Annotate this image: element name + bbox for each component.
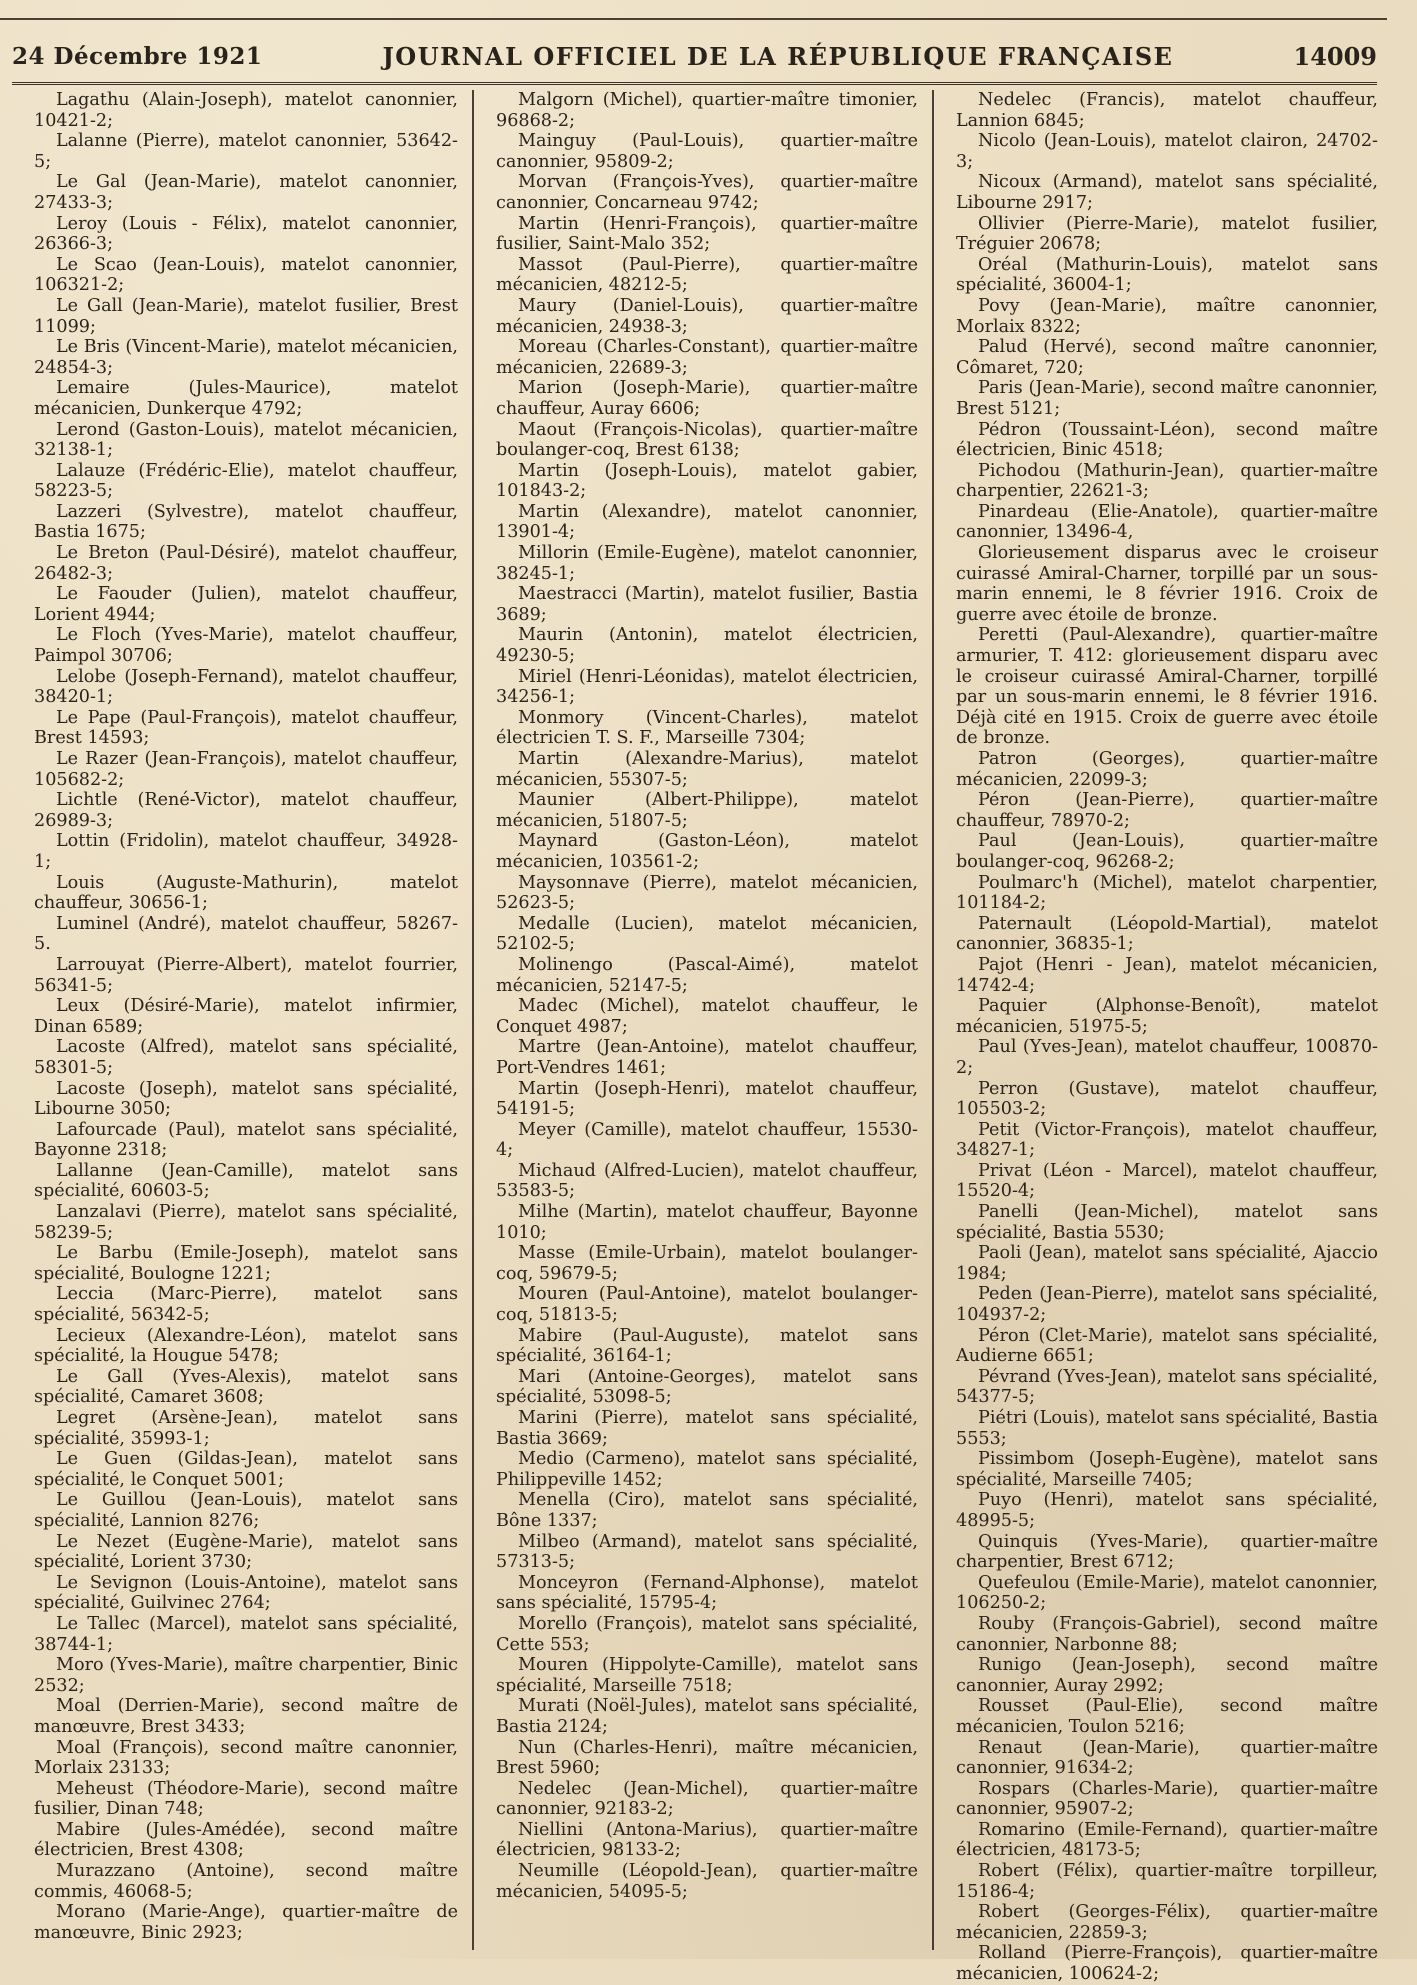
- roll-entry: Rouby (François-Gabriel), second maître canonnier, Narbonne 88;: [956, 1613, 1378, 1655]
- roll-entry: Morano (Marie-Ange), quartier-maître de manœuvre, Binic 2923;: [34, 1902, 458, 1943]
- roll-entry: Milbeo (Armand), matelot sans spécialité, 57313-5;: [496, 1531, 918, 1573]
- roll-entry: Peden (Jean-Pierre), matelot sans spécialité, 104937-2;: [956, 1284, 1378, 1326]
- roll-entry: Peretti (Paul-Alexandre), quartier-maître armurier, T. 412: glorieusement disparu avec le croiseur cuirassé Amiral-Charner, torpillé par un sous-marin ennemi, le 8 février 1916. Déjà cité en 1915. Croix de guerre avec étoile de bronze.: [956, 625, 1378, 749]
- roll-entry: Le Gal (Jean-Marie), matelot canonnier, 27433-3;: [34, 172, 458, 213]
- roll-entry: Pinardeau (Elie-Anatole), quartier-maître canonnier, 13496-4,: [956, 501, 1378, 543]
- roll-entry: Lallanne (Jean-Camille), matelot sans spécialité, 60603-5;: [34, 1160, 458, 1202]
- roll-entry: Le Scao (Jean-Louis), matelot canonnier, 106321-2;: [34, 254, 458, 296]
- roll-entry: Massot (Paul-Pierre), quartier-maître mécanicien, 48212-5;: [496, 254, 918, 296]
- roll-entry: Maury (Daniel-Louis), quartier-maître mécanicien, 24938-3;: [496, 295, 918, 337]
- roll-entry: Martin (Alexandre), matelot canonnier, 13901-4;: [496, 501, 918, 543]
- roll-entry: Martin (Henri-François), quartier-maître fusilier, Saint-Malo 352;: [496, 213, 918, 255]
- roll-entry: Rospars (Charles-Marie), quartier-maître canonnier, 95907-2;: [956, 1778, 1378, 1820]
- roll-entry: Milhe (Martin), matelot chauffeur, Bayonne 1010;: [496, 1202, 918, 1243]
- roll-entry: Paternault (Léopold-Martial), matelot canonnier, 36835-1;: [956, 913, 1378, 955]
- roll-entry: Patron (Georges), quartier-maître mécanicien, 22099-3;: [956, 749, 1378, 790]
- roll-entry: Nedelec (Jean-Michel), quartier-maître canonnier, 92183-2;: [496, 1778, 918, 1820]
- roll-entry: Nedelec (Francis), matelot chauffeur, Lannion 6845;: [956, 90, 1378, 131]
- roll-entry: Louis (Auguste-Mathurin), matelot chauffeur, 30656-1;: [34, 872, 458, 914]
- roll-entry: Petit (Victor-François), matelot chauffeur, 34827-1;: [956, 1119, 1378, 1161]
- roll-entry: Rolland (Pierre-François), quartier-maître mécanicien, 100624-2;: [956, 1943, 1378, 1985]
- roll-entry: Lafourcade (Paul), matelot sans spécialité, Bayonne 2318;: [34, 1119, 458, 1161]
- roll-entry: Le Barbu (Emile-Joseph), matelot sans spécialité, Boulogne 1221;: [34, 1243, 458, 1284]
- text-columns: [12, 90, 1392, 1985]
- roll-entry: Murati (Noël-Jules), matelot sans spécialité, Bastia 2124;: [496, 1696, 918, 1737]
- journal-title: JOURNAL OFFICIEL DE LA RÉPUBLIQUE FRANÇAISE: [382, 41, 1174, 71]
- roll-entry: Leroy (Louis - Félix), matelot canonnier, 26366-3;: [34, 213, 458, 255]
- roll-entry: Péron (Jean-Pierre), quartier-maître chauffeur, 78970-2;: [956, 790, 1378, 831]
- roll-entry: Paris (Jean-Marie), second maître canonnier, Brest 5121;: [956, 378, 1378, 419]
- roll-entry: Lalauze (Frédéric-Elie), matelot chauffeur, 58223-5;: [34, 460, 458, 502]
- roll-entry: Meyer (Camille), matelot chauffeur, 15530-4;: [496, 1119, 918, 1161]
- roll-entry: Niellini (Antona-Marius), quartier-maître électricien, 98133-2;: [496, 1819, 918, 1861]
- roll-entry: Medio (Carmeno), matelot sans spécialité, Philippeville 1452;: [496, 1449, 918, 1490]
- roll-entry: Pajot (Henri - Jean), matelot mécanicien, 14742-4;: [956, 954, 1378, 996]
- roll-entry: Le Faouder (Julien), matelot chauffeur, Lorient 4944;: [34, 584, 458, 625]
- roll-entry: Mari (Antoine-Georges), matelot sans spécialité, 53098-5;: [496, 1366, 918, 1408]
- roll-entry: Le Guen (Gildas-Jean), matelot sans spécialité, le Conquet 5001;: [34, 1449, 458, 1490]
- roll-entry: Medalle (Lucien), matelot mécanicien, 52102-5;: [496, 913, 918, 955]
- column-left: [12, 90, 472, 1950]
- roll-entry: Monceyron (Fernand-Alphonse), matelot sans spécialité, 15795-4;: [496, 1572, 918, 1614]
- roll-entry: Paul (Jean-Louis), quartier-maître boulanger-coq, 96268-2;: [956, 831, 1378, 872]
- roll-entry: Poulmarc'h (Michel), matelot charpentier, 101184-2;: [956, 872, 1378, 914]
- roll-entry: Maout (François-Nicolas), quartier-maître boulanger-coq, Brest 6138;: [496, 419, 918, 461]
- roll-entry: Le Breton (Paul-Désiré), matelot chauffeur, 26482-3;: [34, 543, 458, 584]
- roll-entry: Monmory (Vincent-Charles), matelot électricien T. S. F., Marseille 7304;: [496, 707, 918, 749]
- roll-entry: Oréal (Mathurin-Louis), matelot sans spécialité, 36004-1;: [956, 254, 1378, 296]
- roll-entry: Runigo (Jean-Joseph), second maître canonnier, Auray 2992;: [956, 1655, 1378, 1696]
- roll-entry: Mouren (Paul-Antoine), matelot boulanger-coq, 51813-5;: [496, 1284, 918, 1326]
- roll-entry: Maestracci (Martin), matelot fusilier, Bastia 3689;: [496, 584, 918, 625]
- roll-entry: Quefeulou (Emile-Marie), matelot canonnier, 106250-2;: [956, 1572, 1378, 1614]
- roll-entry: Robert (Félix), quartier-maître torpilleur, 15186-4;: [956, 1861, 1378, 1902]
- roll-entry: Le Tallec (Marcel), matelot sans spécialité, 38744-1;: [34, 1613, 458, 1655]
- roll-entry: Quinquis (Yves-Marie), quartier-maître charpentier, Brest 6712;: [956, 1531, 1378, 1573]
- roll-entry: Lemaire (Jules-Maurice), matelot mécanicien, Dunkerque 4792;: [34, 378, 458, 419]
- roll-entry: Mabire (Paul-Auguste), matelot sans spécialité, 36164-1;: [496, 1325, 918, 1367]
- column-right: [932, 90, 1392, 1985]
- roll-entry: Moal (Derrien-Marie), second maître de manœuvre, Brest 3433;: [34, 1696, 458, 1737]
- column-middle: [472, 90, 932, 1950]
- roll-entry: Lerond (Gaston-Louis), matelot mécanicien, 32138-1;: [34, 419, 458, 461]
- roll-entry: Mouren (Hippolyte-Camille), matelot sans spécialité, Marseille 7518;: [496, 1655, 918, 1696]
- roll-entry: Robert (Georges-Félix), quartier-maître mécanicien, 22859-3;: [956, 1902, 1378, 1943]
- roll-entry: Moro (Yves-Marie), maître charpentier, Binic 2532;: [34, 1655, 458, 1696]
- roll-entry: Legret (Arsène-Jean), matelot sans spécialité, 35993-1;: [34, 1408, 458, 1449]
- roll-entry: Leux (Désiré-Marie), matelot infirmier, Dinan 6589;: [34, 996, 458, 1037]
- roll-entry: Martre (Jean-Antoine), matelot chauffeur, Port-Vendres 1461;: [496, 1037, 918, 1078]
- roll-entry: Pichodou (Mathurin-Jean), quartier-maître charpentier, 22621-3;: [956, 460, 1378, 502]
- roll-entry: Morello (François), matelot sans spécialité, Cette 553;: [496, 1613, 918, 1655]
- roll-entry: Péron (Clet-Marie), matelot sans spécialité, Audierne 6651;: [956, 1325, 1378, 1367]
- roll-entry: Maurin (Antonin), matelot électricien, 49230-5;: [496, 625, 918, 667]
- roll-entry: Le Nezet (Eugène-Marie), matelot sans spécialité, Lorient 3730;: [34, 1531, 458, 1573]
- roll-entry: Murazzano (Antoine), second maître commis, 46068-5;: [34, 1861, 458, 1902]
- roll-entry: Puyo (Henri), matelot sans spécialité, 48995-5;: [956, 1490, 1378, 1531]
- roll-entry: Lacoste (Joseph), matelot sans spécialité, Libourne 3050;: [34, 1078, 458, 1120]
- roll-entry: Lottin (Fridolin), matelot chauffeur, 34928-1;: [34, 831, 458, 872]
- roll-entry: Pévrand (Yves-Jean), matelot sans spécialité, 54377-5;: [956, 1366, 1378, 1408]
- roll-entry: Larrouyat (Pierre-Albert), matelot fourrier, 56341-5;: [34, 954, 458, 996]
- roll-entry: Maysonnave (Pierre), matelot mécanicien, 52623-5;: [496, 872, 918, 914]
- roll-entry: Paul (Yves-Jean), matelot chauffeur, 100870-2;: [956, 1037, 1378, 1078]
- roll-entry: Ollivier (Pierre-Marie), matelot fusilier, Tréguier 20678;: [956, 213, 1378, 255]
- roll-entry: Marini (Pierre), matelot sans spécialité, Bastia 3669;: [496, 1408, 918, 1449]
- roll-entry: Molinengo (Pascal-Aimé), matelot mécanicien, 52147-5;: [496, 954, 918, 996]
- roll-entry: Lanzalavi (Pierre), matelot sans spécialité, 58239-5;: [34, 1202, 458, 1243]
- roll-entry: Le Gall (Jean-Marie), matelot fusilier, Brest 11099;: [34, 295, 458, 337]
- roll-entry: Michaud (Alfred-Lucien), matelot chauffeur, 53583-5;: [496, 1160, 918, 1202]
- roll-entry: Lecieux (Alexandre-Léon), matelot sans spécialité, la Hougue 5478;: [34, 1325, 458, 1367]
- roll-entry: Rousset (Paul-Elie), second maître mécanicien, Toulon 5216;: [956, 1696, 1378, 1737]
- roll-entry: Palud (Hervé), second maître canonnier, Cômaret, 720;: [956, 337, 1378, 378]
- roll-entry: Martin (Alexandre-Marius), matelot mécanicien, 55307-5;: [496, 749, 918, 790]
- roll-entry: Nicoux (Armand), matelot sans spécialité, Libourne 2917;: [956, 172, 1378, 213]
- roll-entry: Miriel (Henri-Léonidas), matelot électricien, 34256-1;: [496, 666, 918, 708]
- roll-entry: Moreau (Charles-Constant), quartier-maître mécanicien, 22689-3;: [496, 337, 918, 378]
- roll-entry: Privat (Léon - Marcel), matelot chauffeur, 15520-4;: [956, 1160, 1378, 1202]
- roll-entry: Neumille (Léopold-Jean), quartier-maître mécanicien, 54095-5;: [496, 1861, 918, 1902]
- roll-entry: Piétri (Louis), matelot sans spécialité, Bastia 5553;: [956, 1408, 1378, 1449]
- roll-entry: Panelli (Jean-Michel), matelot sans spécialité, Bastia 5530;: [956, 1202, 1378, 1243]
- roll-entry: Lalanne (Pierre), matelot canonnier, 53642-5;: [34, 131, 458, 172]
- roll-entry: Maunier (Albert-Philippe), matelot mécanicien, 51807-5;: [496, 790, 918, 831]
- roll-entry: Martin (Joseph-Louis), matelot gabier, 101843-2;: [496, 460, 918, 502]
- roll-entry: Paoli (Jean), matelot sans spécialité, Ajaccio 1984;: [956, 1243, 1378, 1284]
- roll-entry: Martin (Joseph-Henri), matelot chauffeur, 54191-5;: [496, 1078, 918, 1120]
- roll-entry: Paquier (Alphonse-Benoît), matelot mécanicien, 51975-5;: [956, 996, 1378, 1037]
- roll-entry: Povy (Jean-Marie), maître canonnier, Morlaix 8322;: [956, 295, 1378, 337]
- roll-entry: Romarino (Emile-Fernand), quartier-maître électricien, 48173-5;: [956, 1819, 1378, 1861]
- roll-entry: Moal (François), second maître canonnier, Morlaix 23133;: [34, 1737, 458, 1779]
- roll-entry: Le Razer (Jean-François), matelot chauffeur, 105682-2;: [34, 749, 458, 790]
- roll-entry: Marion (Joseph-Marie), quartier-maître chauffeur, Auray 6606;: [496, 378, 918, 419]
- roll-entry: Leccia (Marc-Pierre), matelot sans spécialité, 56342-5;: [34, 1284, 458, 1326]
- roll-entry: Lazzeri (Sylvestre), matelot chauffeur, Bastia 1675;: [34, 501, 458, 543]
- roll-entry: Maynard (Gaston-Léon), matelot mécanicien, 103561-2;: [496, 831, 918, 872]
- roll-entry: Luminel (André), matelot chauffeur, 58267-5.: [34, 913, 458, 955]
- roll-entry: Renaut (Jean-Marie), quartier-maître canonnier, 91634-2;: [956, 1737, 1378, 1779]
- roll-entry: Lacoste (Alfred), matelot sans spécialité, 58301-5;: [34, 1037, 458, 1078]
- page-number: 14009: [1293, 41, 1377, 71]
- roll-entry: Lelobe (Joseph-Fernand), matelot chauffeur, 38420-1;: [34, 666, 458, 708]
- roll-entry: Lichtle (René-Victor), matelot chauffeur, 26989-3;: [34, 790, 458, 831]
- roll-entry: Meheust (Théodore-Marie), second maître fusilier, Dinan 748;: [34, 1778, 458, 1820]
- roll-entry: Nun (Charles-Henri), maître mécanicien, Brest 5960;: [496, 1737, 918, 1779]
- top-rule: [0, 18, 1387, 20]
- roll-entry: Masse (Emile-Urbain), matelot boulanger-coq, 59679-5;: [496, 1243, 918, 1284]
- roll-entry: Morvan (François-Yves), quartier-maître canonnier, Concarneau 9742;: [496, 172, 918, 213]
- roll-entry: Madec (Michel), matelot chauffeur, le Conquet 4987;: [496, 996, 918, 1037]
- page-header: [12, 30, 1377, 85]
- roll-entry: Le Pape (Paul-François), matelot chauffeur, Brest 14593;: [34, 707, 458, 749]
- roll-entry: Le Guillou (Jean-Louis), matelot sans spécialité, Lannion 8276;: [34, 1490, 458, 1531]
- roll-entry: Malgorn (Michel), quartier-maître timonier, 96868-2;: [496, 90, 918, 131]
- roll-entry: Menella (Ciro), matelot sans spécialité, Bône 1337;: [496, 1490, 918, 1531]
- roll-entry: Le Floch (Yves-Marie), matelot chauffeur, Paimpol 30706;: [34, 625, 458, 667]
- roll-entry: Pédron (Toussaint-Léon), second maître électricien, Binic 4518;: [956, 419, 1378, 461]
- roll-entry: Le Sevignon (Louis-Antoine), matelot sans spécialité, Guilvinec 2764;: [34, 1572, 458, 1614]
- roll-entry: Mainguy (Paul-Louis), quartier-maître canonnier, 95809-2;: [496, 131, 918, 172]
- roll-entry: Lagathu (Alain-Joseph), matelot canonnier, 10421-2;: [34, 90, 458, 131]
- roll-entry: Millorin (Emile-Eugène), matelot canonnier, 38245-1;: [496, 543, 918, 584]
- roll-entry: Nicolo (Jean-Louis), matelot clairon, 24702-3;: [956, 131, 1378, 172]
- roll-entry: Le Gall (Yves-Alexis), matelot sans spécialité, Camaret 3608;: [34, 1366, 458, 1408]
- roll-entry: Le Bris (Vincent-Marie), matelot mécanicien, 24854-3;: [34, 337, 458, 378]
- issue-date: 24 Décembre 1921: [12, 42, 263, 70]
- roll-entry: Glorieusement disparus avec le croiseur cuirassé Amiral-Charner, torpillé par un sous-marin ennemi, le 8 février 1916. Croix de guerre avec étoile de bronze.: [956, 543, 1378, 625]
- roll-entry: Pissimbom (Joseph-Eugène), matelot sans spécialité, Marseille 7405;: [956, 1449, 1378, 1490]
- roll-entry: Mabire (Jules-Amédée), second maître électricien, Brest 4308;: [34, 1819, 458, 1861]
- roll-entry: Perron (Gustave), matelot chauffeur, 105503-2;: [956, 1078, 1378, 1120]
